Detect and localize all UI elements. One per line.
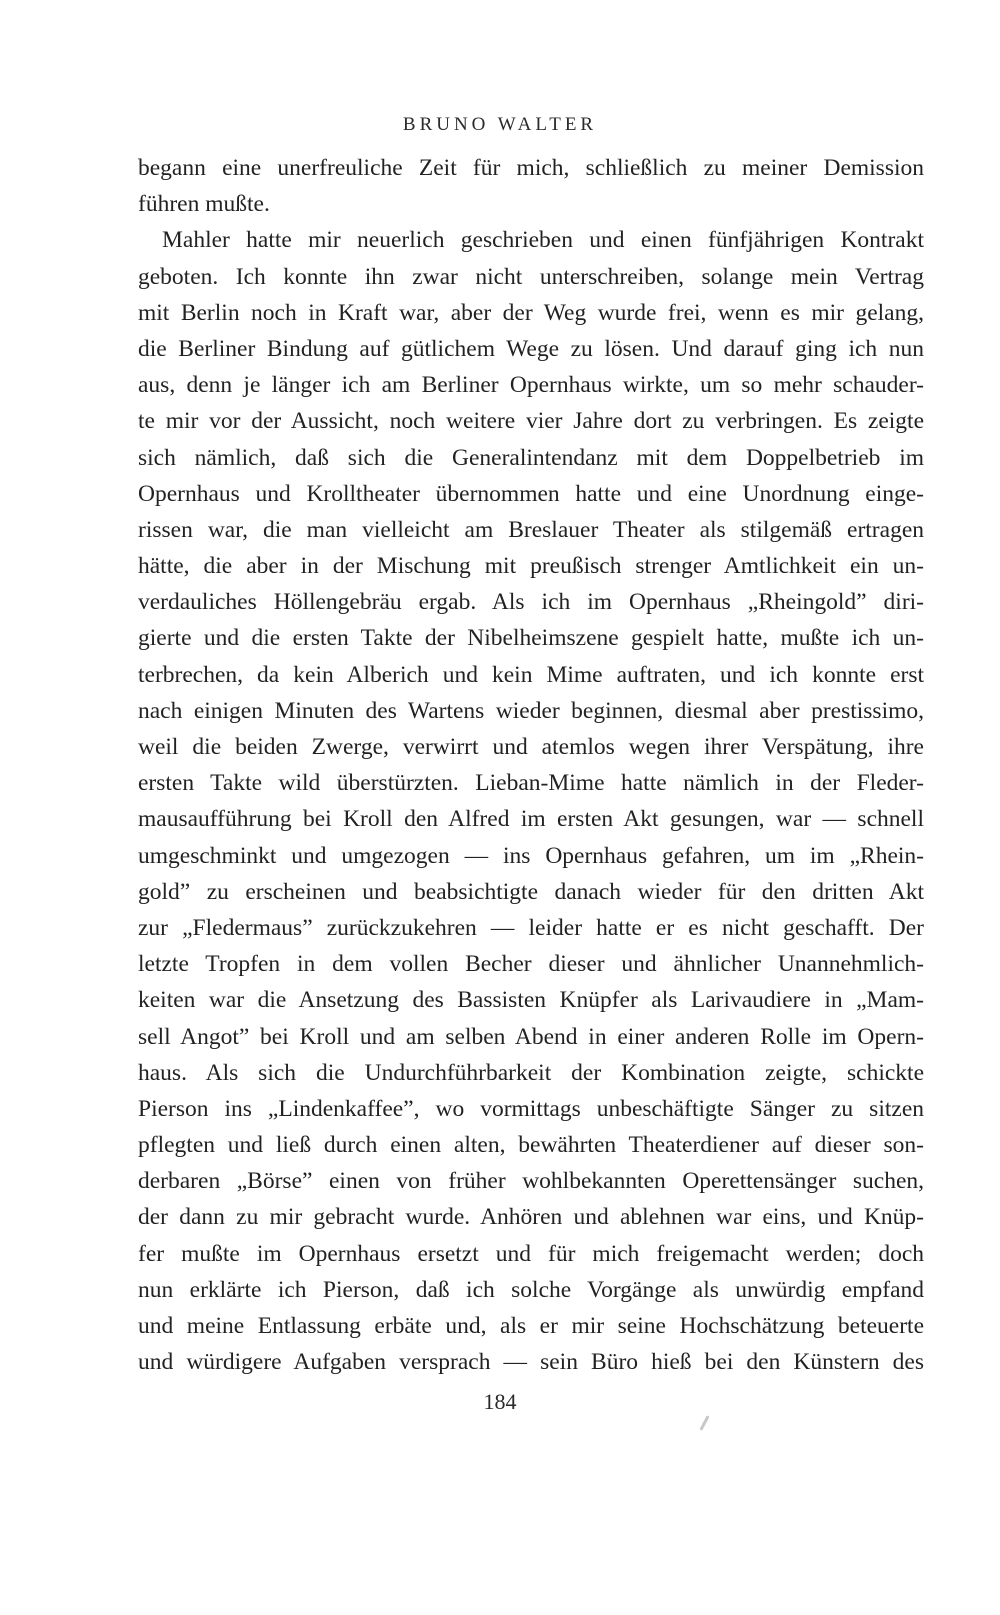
text-line: letzte Tropfen in dem vollen Becher dieser und ähnlicher Unannehmlich-: [138, 951, 924, 978]
text-line: aus, denn je länger ich am Berliner Opernhaus wirkte, um so mehr schauder-: [138, 372, 924, 399]
text-line: fer mußte im Opernhaus ersetzt und für mich freigemacht werden; doch: [138, 1240, 924, 1267]
text-line: gold” zu erscheinen und beabsichtigte danach wieder für den dritten Akt: [138, 878, 924, 905]
text-line: mit Berlin noch in Kraft war, aber der Weg wurde frei, wenn es mir gelang,: [138, 299, 924, 326]
text-line: die Berliner Bindung auf gütlichem Wege zu lösen. Und darauf ging ich nun: [138, 335, 924, 362]
text-line: begann eine unerfreuliche Zeit für mich, schließlich zu meiner Demission: [138, 155, 924, 181]
text-line: umgeschminkt und umgezogen — ins Opernhaus gefahren, um im „Rhein-: [138, 842, 924, 869]
text-line: und meine Entlassung erbäte und, als er mir seine Hochschätzung beteuerte: [138, 1313, 924, 1339]
text-line: ersten Takte wild überstürzten. Lieban-Mime hatte nämlich in der Fleder-: [138, 770, 924, 797]
text-line: keiten war die Ansetzung des Bassisten Knüpfer als Larivaudiere in „Mam-: [138, 987, 924, 1014]
text-line: und würdigere Aufgaben versprach — sein Büro hieß bei den Künstern des: [138, 1349, 924, 1376]
running-head: BRUNO WALTER: [402, 114, 598, 135]
text-line: terbrechen, da kein Alberich und kein Mime auftraten, und ich konnte erst: [138, 661, 924, 688]
text-line: nun erklärte ich Pierson, daß ich solche Vorgänge als unwürdig empfand: [138, 1276, 924, 1303]
text-line: nach einigen Minuten des Wartens wieder beginnen, diesmal aber prestissimo,: [138, 697, 924, 724]
text-line: führen mußte.: [138, 191, 270, 218]
text-line: rissen war, die man vielleicht am Breslauer Theater als stilgemäß ertragen: [138, 516, 924, 543]
text-line: mausaufführung bei Kroll den Alfred im ersten Akt gesungen, war — schnell: [138, 806, 924, 833]
text-line: zur „Fledermaus” zurückzukehren — leider hatte er es nicht geschafft. Der: [138, 914, 924, 941]
text-line: geboten. Ich konnte ihn zwar nicht unterschreiben, solange mein Vertrag: [138, 263, 924, 290]
body-text: [138, 150, 924, 1380]
text-line: pflegten und ließ durch einen alten, bewährten Theaterdiener auf dieser son-: [138, 1132, 924, 1159]
text-line: gierte und die ersten Takte der Nibelheimszene gespielt hatte, mußte ich un-: [138, 625, 924, 652]
text-line: verdauliches Höllengebräu ergab. Als ich im Opernhaus „Rheingold” diri-: [138, 589, 924, 616]
text-line: te mir vor der Aussicht, noch weitere vier Jahre dort zu verbringen. Es zeigte: [138, 408, 924, 435]
text-line: haus. Als sich die Undurchführbarkeit der Kombination zeigte, schickte: [138, 1059, 924, 1086]
text-line: sich nämlich, daß sich die Generalintendanz mit dem Doppelbetrieb im: [138, 444, 924, 471]
page-number: 184: [483, 1389, 517, 1414]
text-line: derbaren „Börse” einen von früher wohlbekannten Operettensänger suchen,: [138, 1168, 924, 1195]
text-line: sell Angot” bei Kroll und am selben Abend in einer anderen Rolle im Opern-: [138, 1023, 924, 1050]
text-line: Opernhaus und Krolltheater übernommen hatte und eine Unordnung einge-: [138, 480, 924, 507]
text-line: Pierson ins „Lindenkaffee”, wo vormittags unbeschäftigte Sänger zu sitzen: [138, 1095, 924, 1122]
text-line: der dann zu mir gebracht wurde. Anhören und ablehnen war eins, und Knüp-: [138, 1204, 924, 1231]
text-line: weil die beiden Zwerge, verwirrt und atemlos wegen ihrer Verspätung, ihre: [138, 734, 924, 760]
text-line: Mahler hatte mir neuerlich geschrieben und einen fünfjährigen Kontrakt: [162, 227, 924, 254]
text-line: hätte, die aber in der Mischung mit preußisch strenger Amtlichkeit ein un-: [138, 553, 924, 580]
pencil-mark: [699, 1415, 709, 1431]
